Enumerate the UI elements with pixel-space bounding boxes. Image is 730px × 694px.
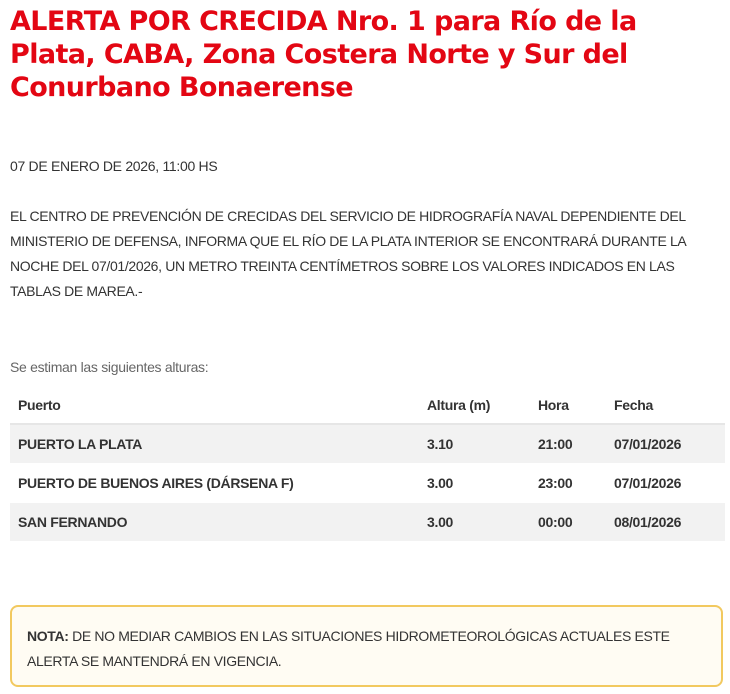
cell-fecha: 07/01/2026 [606, 464, 725, 503]
cell-altura: 3.10 [419, 424, 530, 464]
header-altura: Altura (m) [419, 387, 530, 424]
table-row [10, 503, 725, 542]
cell-altura: 3.00 [419, 503, 530, 542]
cell-altura: 3.00 [419, 464, 530, 503]
cell-hora: 23:00 [530, 464, 606, 503]
header-fecha: Fecha [606, 387, 725, 424]
cell-fecha: 08/01/2026 [606, 503, 725, 542]
table-header-row [10, 387, 725, 424]
note-box [10, 605, 723, 687]
heights-table [10, 387, 725, 542]
cell-puerto: SAN FERNANDO [10, 503, 419, 542]
header-hora: Hora [530, 387, 606, 424]
note-label: NOTA: [27, 628, 69, 644]
note-text: DE NO MEDIAR CAMBIOS EN LAS SITUACIONES HIDROMETEOROLÓGICAS ACTUALES ESTE ALERTA SE MANTENDRÁ EN VIGENCIA. [27, 628, 670, 669]
cell-hora: 00:00 [530, 503, 606, 542]
table-row [10, 464, 725, 503]
heights-caption: Se estiman las siguientes alturas: [10, 359, 209, 375]
alert-date: 07 DE ENERO DE 2026, 11:00 HS [10, 158, 218, 174]
cell-fecha: 07/01/2026 [606, 424, 725, 464]
alert-title: ALERTA POR CRECIDA Nro. 1 para Río de la Plata, CABA, Zona Costera Norte y Sur del Conurbano Bonaerense [10, 6, 637, 103]
header-puerto: Puerto [10, 387, 419, 424]
alert-body: EL CENTRO DE PREVENCIÓN DE CRECIDAS DEL SERVICIO DE HIDROGRAFÍA NAVAL DEPENDIENTE DEL MINISTERIO DE DEFENSA, INFORMA QUE EL RÍO DE LA PLATA INTERIOR SE ENCONTRARÁ DURANTE LA NOCHE DEL 07/01/2026, UN METRO TREINTA CENTÍMETROS SOBRE LOS VALORES INDICADOS EN LAS TABLAS DE MAREA.- [10, 208, 686, 299]
table-row [10, 424, 725, 464]
cell-puerto: PUERTO DE BUENOS AIRES (DÁRSENA F) [10, 464, 419, 503]
cell-puerto: PUERTO LA PLATA [10, 424, 419, 464]
cell-hora: 21:00 [530, 424, 606, 464]
